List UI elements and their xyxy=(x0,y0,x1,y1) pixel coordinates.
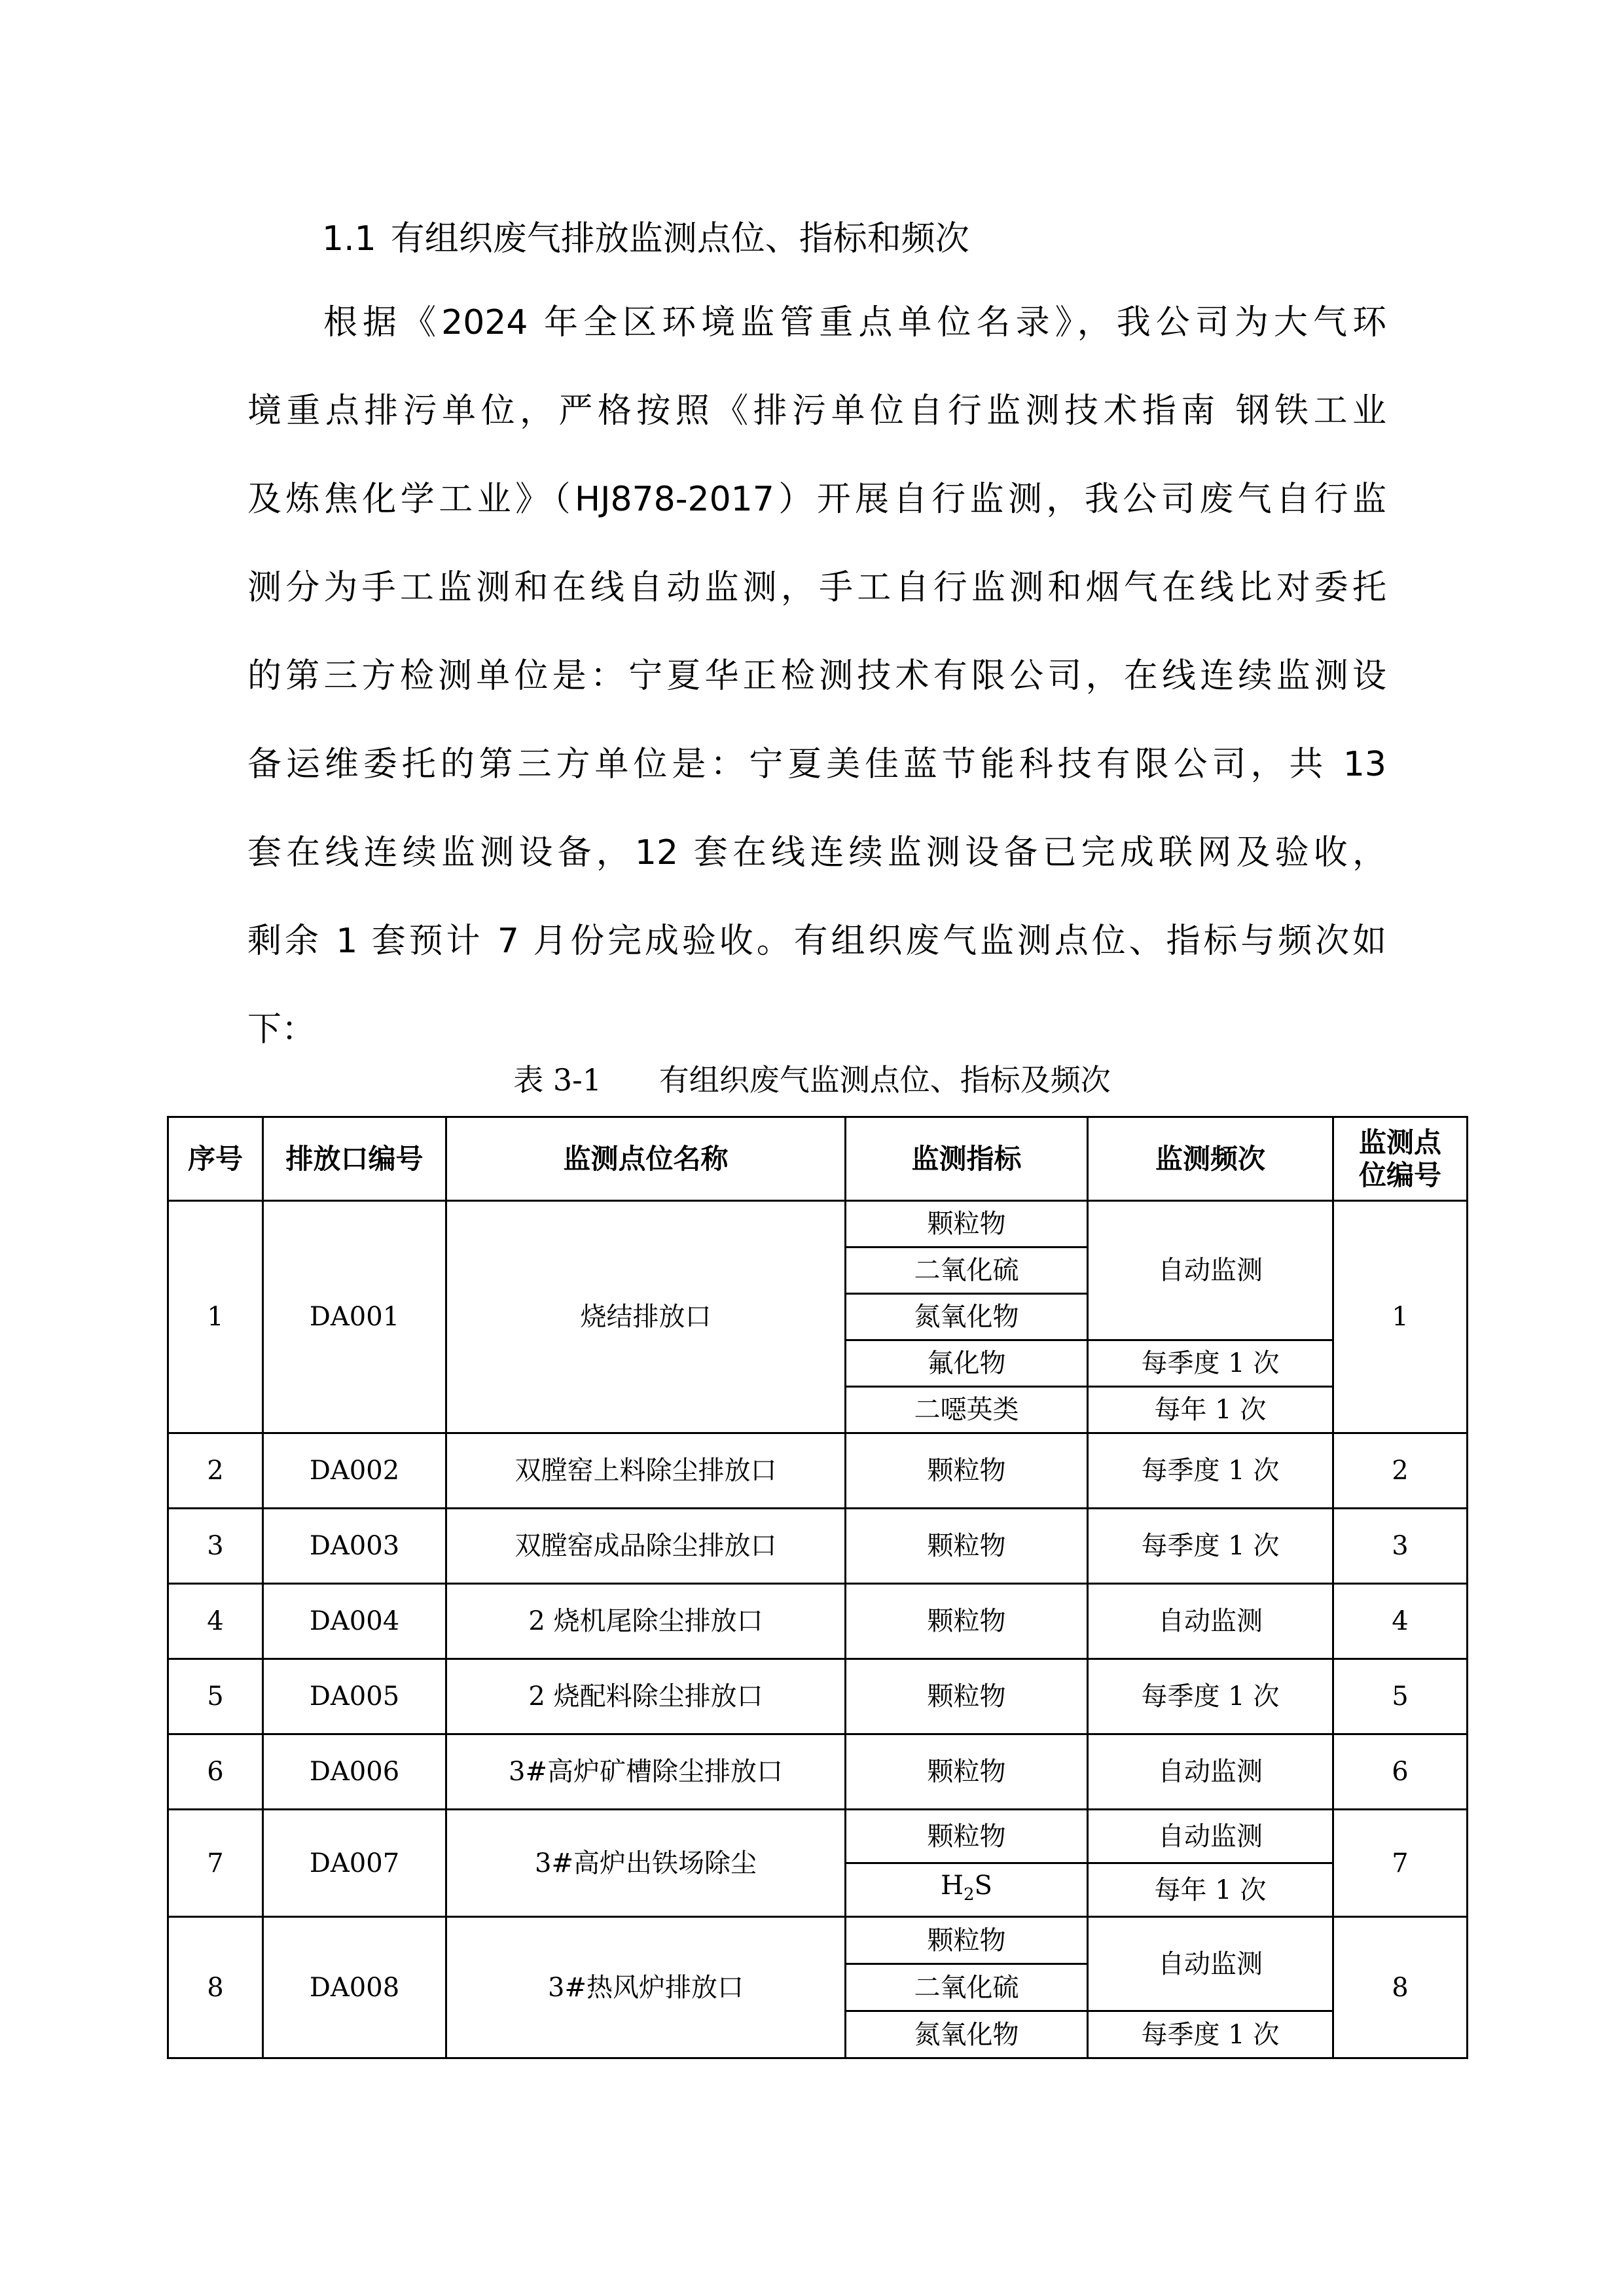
cell-indicator: 颗粒物 xyxy=(846,1433,1088,1509)
cell-code: DA007 xyxy=(263,1810,446,1917)
cell-seq: 4 xyxy=(168,1584,263,1659)
cell-frequency: 每季度 1 次 xyxy=(1088,1340,1333,1387)
cell-seq: 7 xyxy=(168,1810,263,1917)
cell-point: 1 xyxy=(1333,1201,1468,1433)
cell-frequency: 自动监测 xyxy=(1088,1810,1333,1863)
cell-seq: 3 xyxy=(168,1509,263,1584)
cell-name: 3#高炉出铁场除尘 xyxy=(446,1810,846,1917)
cell-point: 3 xyxy=(1333,1509,1468,1584)
cell-indicator: 颗粒物 xyxy=(846,1734,1088,1810)
cell-frequency: 自动监测 xyxy=(1088,1584,1333,1659)
cell-point: 5 xyxy=(1333,1659,1468,1734)
cell-name: 双膛窑上料除尘排放口 xyxy=(446,1433,846,1509)
cell-name: 2 烧配料除尘排放口 xyxy=(446,1659,846,1734)
cell-frequency: 每季度 1 次 xyxy=(1088,2011,1333,2058)
paragraph-line: 下： xyxy=(247,1010,316,1049)
cell-frequency: 每年 1 次 xyxy=(1088,1863,1333,1917)
cell-indicator: 二氧化硫 xyxy=(846,1247,1088,1294)
table-row xyxy=(168,1734,1468,1810)
cell-name: 3#高炉矿槽除尘排放口 xyxy=(446,1734,846,1810)
cell-seq: 2 xyxy=(168,1433,263,1509)
cell-point: 2 xyxy=(1333,1433,1468,1509)
cell-name: 烧结排放口 xyxy=(446,1201,846,1433)
section-heading xyxy=(322,216,969,262)
paragraph-line: 根据《2024 年全区环境监管重点单位名录》，我公司为大气环 xyxy=(323,303,1386,342)
cell-code: DA008 xyxy=(263,1917,446,2058)
cell-indicator: 氮氧化物 xyxy=(846,1294,1088,1340)
cell-name: 3#热风炉排放口 xyxy=(446,1917,846,2058)
cell-frequency: 每季度 1 次 xyxy=(1088,1659,1333,1734)
cell-code: DA004 xyxy=(263,1584,446,1659)
table-row xyxy=(168,1810,1468,1863)
cell-point: 4 xyxy=(1333,1584,1468,1659)
cell-indicator: 二氧化硫 xyxy=(846,1964,1088,2011)
table-caption: 表 3-1 有组织废气监测点位、指标及频次 xyxy=(513,1062,1111,1098)
table-row xyxy=(168,1201,1468,1247)
table-row xyxy=(168,1917,1468,1964)
cell-indicator: 颗粒物 xyxy=(846,1509,1088,1584)
table-row xyxy=(168,1509,1468,1584)
header-point-name: 监测点位名称 xyxy=(446,1117,846,1201)
cell-indicator: 颗粒物 xyxy=(846,1917,1088,1964)
paragraph-line: 境重点排污单位，严格按照《排污单位自行监测技术指南 钢铁工业 xyxy=(247,391,1386,431)
paragraph-line: 套在线连续监测设备，12 套在线连续监测设备已完成联网及验收， xyxy=(247,833,1386,872)
cell-indicator: 氟化物 xyxy=(846,1340,1088,1387)
cell-code: DA003 xyxy=(263,1509,446,1584)
cell-frequency: 自动监测 xyxy=(1088,1734,1333,1810)
header-indicator: 监测指标 xyxy=(846,1117,1088,1201)
cell-point: 6 xyxy=(1333,1734,1468,1810)
cell-frequency: 自动监测 xyxy=(1088,1917,1333,2011)
cell-code: DA005 xyxy=(263,1659,446,1734)
cell-seq: 5 xyxy=(168,1659,263,1734)
cell-point: 7 xyxy=(1333,1810,1468,1917)
cell-seq: 1 xyxy=(168,1201,263,1433)
cell-indicator: 氮氧化物 xyxy=(846,2011,1088,2058)
cell-point: 8 xyxy=(1333,1917,1468,2058)
table-header-row xyxy=(168,1117,1468,1201)
cell-code: DA002 xyxy=(263,1433,446,1509)
paragraph-line: 备运维委托的第三方单位是：宁夏美佳蓝节能科技有限公司，共 13 xyxy=(247,745,1386,784)
cell-frequency: 每季度 1 次 xyxy=(1088,1433,1333,1509)
paragraph-line: 及炼焦化学工业》（HJ878-2017）开展自行监测，我公司废气自行监 xyxy=(247,480,1386,519)
cell-frequency: 每季度 1 次 xyxy=(1088,1509,1333,1584)
cell-indicator: 二噁英类 xyxy=(846,1387,1088,1433)
paragraph-line: 剩余 1 套预计 7 月份完成验收。有组织废气监测点位、指标与频次如 xyxy=(247,922,1386,961)
monitoring-table xyxy=(167,1116,1468,2059)
table-row xyxy=(168,1659,1468,1734)
cell-seq: 8 xyxy=(168,1917,263,2058)
table-row xyxy=(168,1433,1468,1509)
body-paragraph xyxy=(247,298,1386,1093)
cell-indicator: 颗粒物 xyxy=(846,1659,1088,1734)
section-title: 有组织废气排放监测点位、指标和频次 xyxy=(390,219,969,259)
header-seq: 序号 xyxy=(168,1117,263,1201)
paragraph-line: 的第三方检测单位是：宁夏华正检测技术有限公司，在线连续监测设 xyxy=(247,656,1386,696)
header-outlet-code: 排放口编号 xyxy=(263,1117,446,1201)
cell-indicator-h2s: $H_2S$ xyxy=(846,1863,1088,1917)
cell-indicator: 颗粒物 xyxy=(846,1201,1088,1247)
cell-indicator: 颗粒物 xyxy=(846,1584,1088,1659)
cell-name: 双膛窑成品除尘排放口 xyxy=(446,1509,846,1584)
cell-frequency: 自动监测 xyxy=(1088,1201,1333,1340)
cell-name: 2 烧机尾除尘排放口 xyxy=(446,1584,846,1659)
cell-indicator: 颗粒物 xyxy=(846,1810,1088,1863)
paragraph-line: 测分为手工监测和在线自动监测，手工自行监测和烟气在线比对委托 xyxy=(247,568,1386,607)
header-point-number: 监测点 位编号 xyxy=(1333,1117,1468,1201)
cell-code: DA001 xyxy=(263,1201,446,1433)
cell-seq: 6 xyxy=(168,1734,263,1810)
header-frequency: 监测频次 xyxy=(1088,1117,1333,1201)
cell-code: DA006 xyxy=(263,1734,446,1810)
section-number: 1.1 xyxy=(322,219,376,259)
cell-frequency: 每年 1 次 xyxy=(1088,1387,1333,1433)
table-row xyxy=(168,1584,1468,1659)
